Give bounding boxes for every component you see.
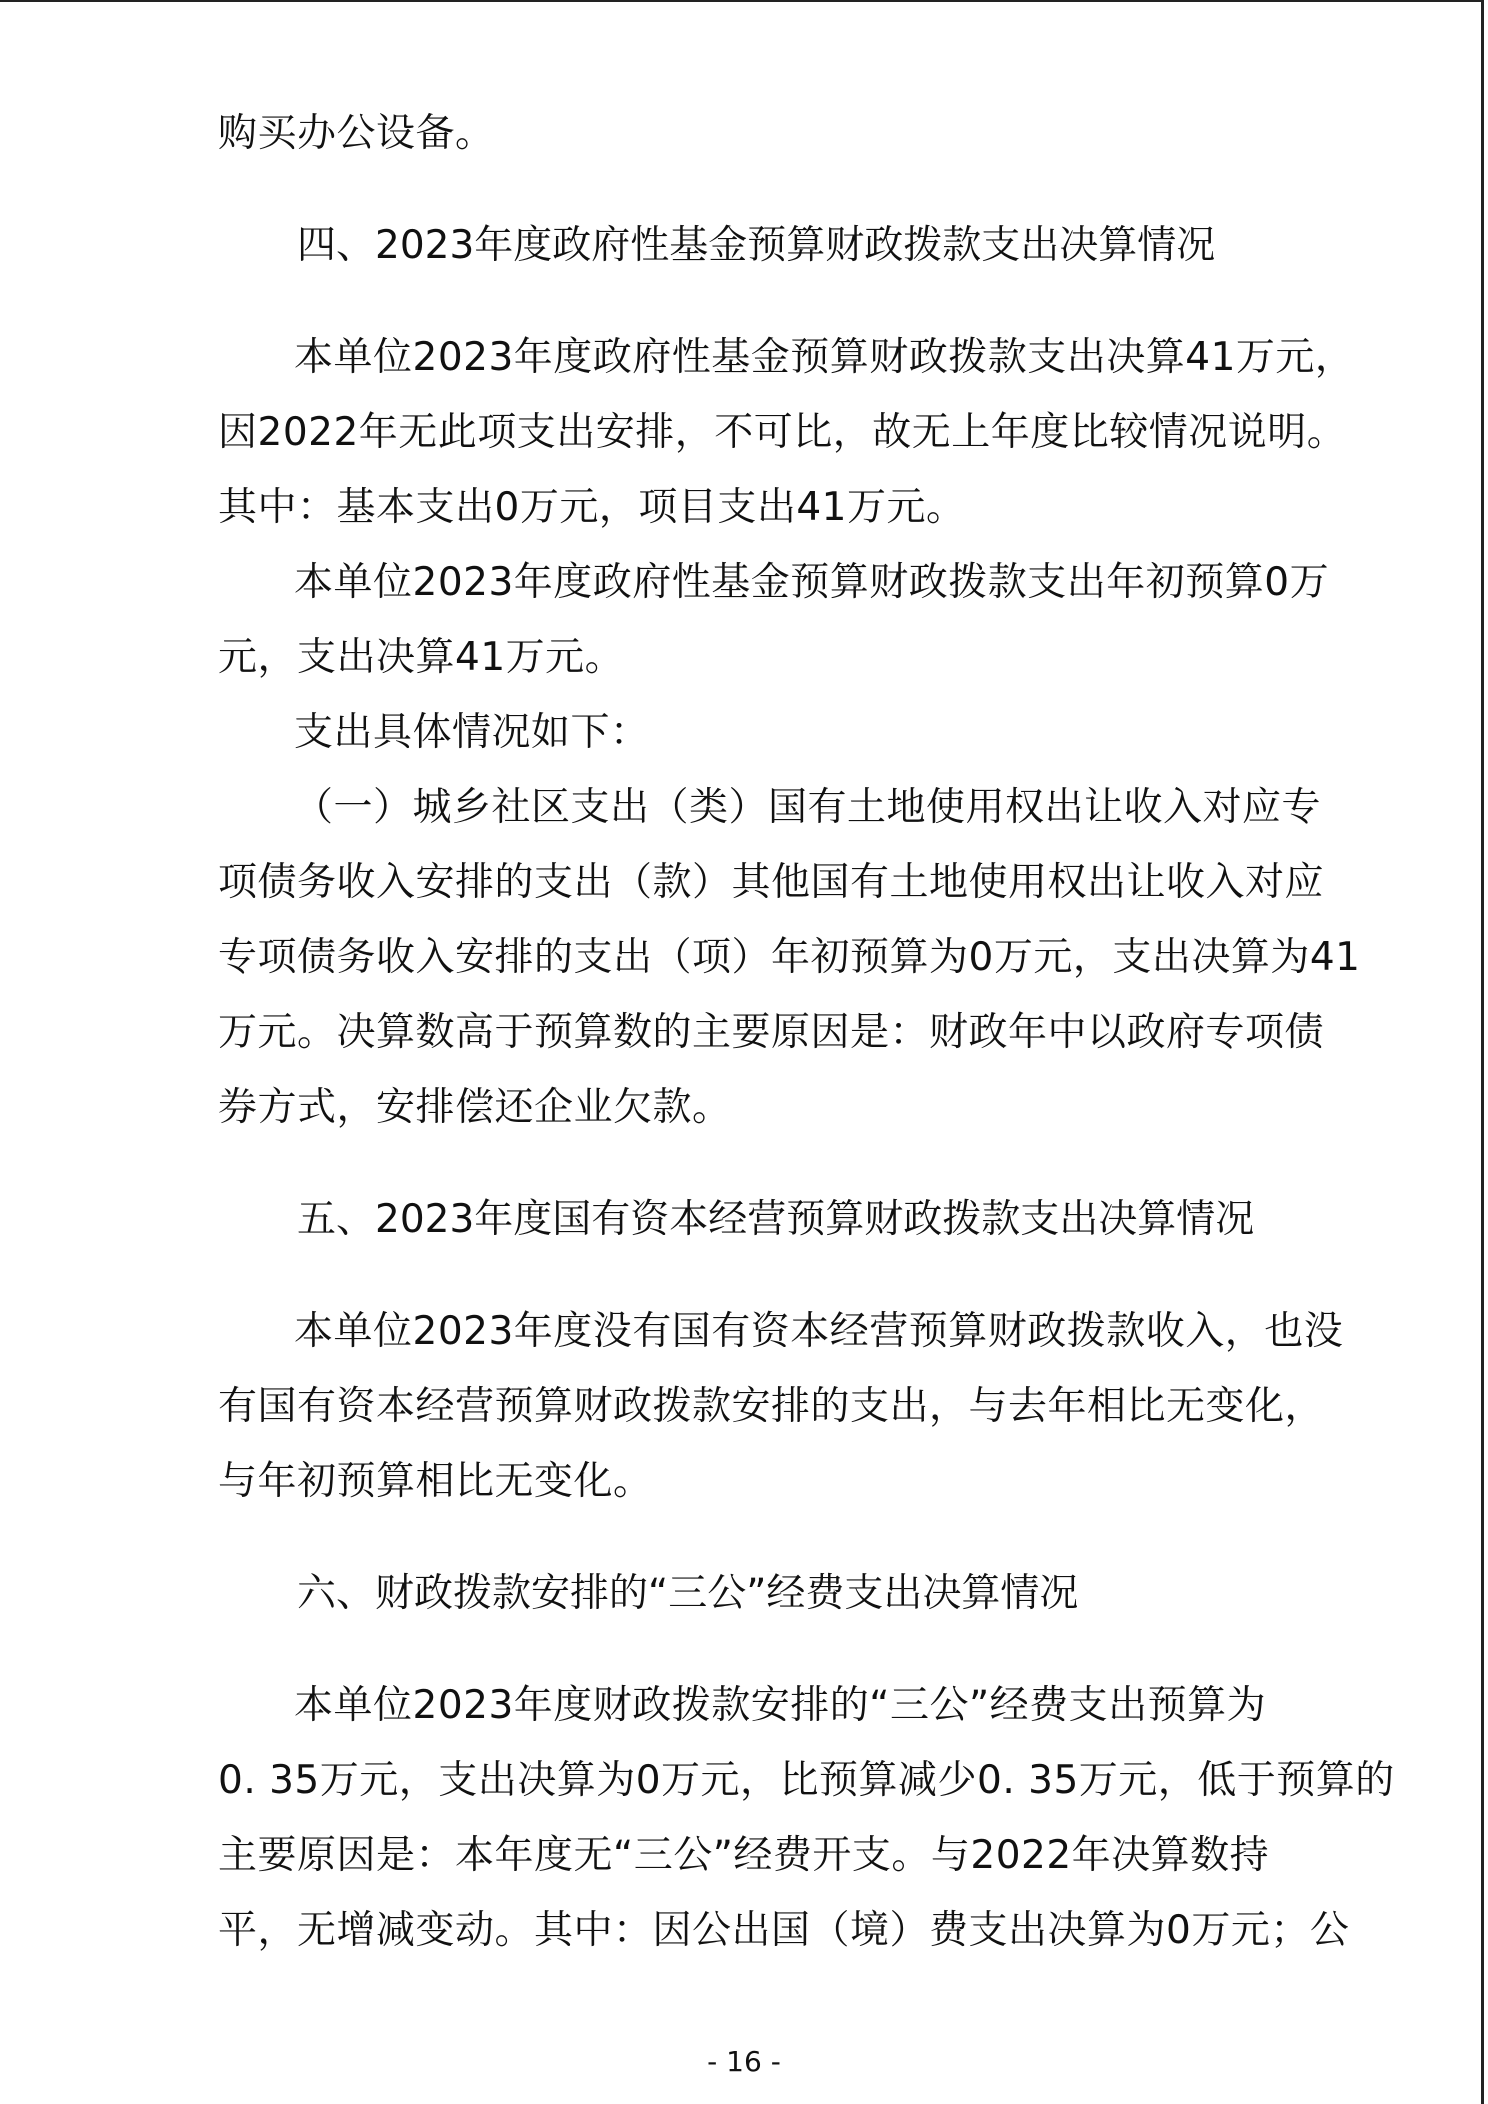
paragraph-line: 本单位2023年度政府性基金预算财政拨款支出年初预算0万 [294, 560, 1330, 605]
paragraph-line: 0. 35万元，支出决算为0万元，比预算减少0. 35万元，低于预算的 [218, 1758, 1395, 1803]
document-body [218, 96, 1395, 1968]
paragraph-line: 购买办公设备。 [218, 111, 495, 156]
paragraph-line: 券方式，安排偿还企业欠款。 [218, 1085, 732, 1130]
paragraph-line: 本单位2023年度财政拨款安排的“三公”经费支出预算为 [294, 1683, 1267, 1728]
paragraph-line: 主要原因是：本年度无“三公”经费开支。与2022年决算数持 [218, 1833, 1270, 1878]
paragraph [218, 1668, 1395, 1968]
paragraph [218, 320, 1355, 545]
paragraph [218, 545, 1330, 695]
paragraph-line: 项债务收入安排的支出（款）其他国有土地使用权出让收入对应 [218, 860, 1325, 905]
paragraph [218, 1294, 1344, 1519]
paragraph [218, 770, 1361, 1145]
paragraph-line: 元，支出决算41万元。 [218, 635, 625, 680]
section-heading-5: 五、2023年度国有资本经营预算财政拨款支出决算情况 [297, 1197, 1255, 1242]
paragraph [218, 695, 1290, 770]
paragraph-line: 本单位2023年度政府性基金预算财政拨款支出决算41万元， [294, 335, 1355, 380]
paragraph-line: 因2022年无此项支出安排，不可比，故无上年度比较情况说明。 [218, 410, 1347, 455]
paragraph-line: （一）城乡社区支出（类）国有土地使用权出让收入对应专 [294, 785, 1322, 830]
paragraph-line: 万元。决算数高于预算数的主要原因是：财政年中以政府专项债 [218, 1010, 1325, 1055]
paragraph-line: 本单位2023年度没有国有资本经营预算财政拨款收入，也没 [294, 1309, 1344, 1354]
paragraph-line: 与年初预算相比无变化。 [218, 1459, 653, 1504]
section-heading-6: 六、财政拨款安排的“三公”经费支出决算情况 [297, 1571, 1079, 1616]
paragraph-line: 其中：基本支出0万元，项目支出41万元。 [218, 485, 966, 530]
paragraph-line: 有国有资本经营预算财政拨款安排的支出，与去年相比无变化， [218, 1384, 1325, 1429]
paragraph-line: 支出具体情况如下： [294, 710, 650, 755]
paragraph-line: 平，无增减变动。其中：因公出国（境）费支出决算为0万元；公 [218, 1908, 1350, 1953]
page-number: - 16 - [707, 2045, 781, 2078]
section-heading-4: 四、2023年度政府性基金预算财政拨款支出决算情况 [297, 223, 1216, 268]
paragraph-line: 专项债务收入安排的支出（项）年初预算为0万元，支出决算为41 [218, 935, 1361, 980]
